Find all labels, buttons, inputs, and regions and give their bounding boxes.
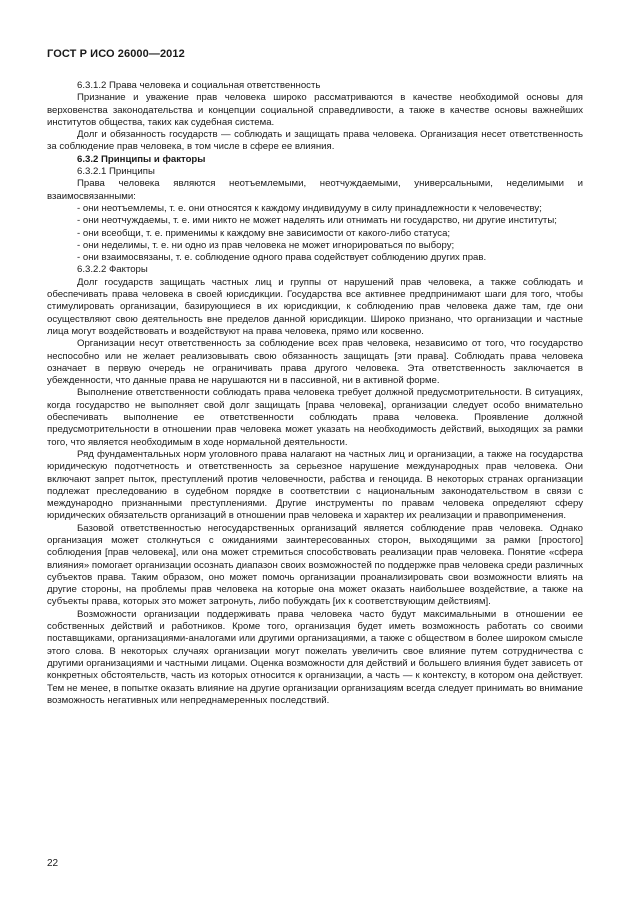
section-heading-6-3-1-2: 6.3.1.2 Права человека и социальная ответственность (77, 80, 321, 91)
paragraph: Права человека являются неотъемлемыми, неотчуждаемыми, универсальными, неделимыми и взаимосвязанными: (47, 178, 583, 202)
paragraph: Возможности организации поддерживать права человека часто будут максимальными в отношении ее собственных действий и работников. Кроме того, организация будет иметь возможность работать со своими поставщиками, организациями-аналогами или другими организациями, а также с обществом в более широком смысле этого слова. В некоторых случаях организации могут пожелать увеличить свое влияние путем сотрудничества с другими организациями и частными лицами. Оценка возможности для действий и большего влияния будет зависеть от конкретных обстоятельств, часть из которых относится к организации, а часть — к контексту, в котором она действует. Тем не менее, в попытке оказать влияние на другие организации организациям всегда следует принимать во внимание возможность негативных или непреднамеренных последствий. (47, 608, 583, 706)
page-number: 22 (47, 858, 59, 869)
paragraph: Долг государств защищать частных лиц и группы от нарушений прав человека, а также соблюдать и обеспечивать права человека в своей юрисдикции. Государства все активнее предпринимают шаги для того, чтобы стимулировать организации, базирующиеся в их юрисдикции, к соблюдению прав человека даже там, где они осуществляют свою деятельность вне пределов данной юрисдикции. Широко признано, что организации и частные лица могут воздействовать и воздействуют на права человека, прямо или косвенно. (47, 276, 583, 337)
list-item: - они неотъемлемы, т. е. они относятся к каждому индивидууму в силу принадлежности к человечеству; (77, 202, 542, 214)
section-heading-6-3-2-1: 6.3.2.1 Принципы (77, 166, 155, 178)
paragraph: Базовой ответственностью негосударственных организаций является соблюдение прав человека. Однако организация может столкнуться с ожиданиями заинтересованных сторон, выходящими за рамки [простого] соблюдения [прав человека], или она может стремиться способствовать реализации прав человека. Понятие «сфера влияния» помогает организации осознать диапазон своих возможностей по поддержке прав человека среди различных субъектов права. Таким образом, оно может помочь организации проанализировать свои возможности влиять на другие стороны, на проблемы прав человека на которые она может оказать наибольшее воздействие, а также на субъекты права, которых это может затронуть, либо побуждать [их к соответствующим действиям]. (47, 522, 583, 608)
paragraph: Признание и уважение прав человека широко рассматриваются в качестве необходимой основы для верховенства законодательства и концепции социальной справедливости, а также в качестве основы важнейших институтов общества, таких как судебная система. (47, 92, 583, 128)
document-body (47, 80, 583, 707)
list-item: - они неотчуждаемы, т. е. ими никто не может наделять или отнимать ни государство, ни другие институты; (77, 215, 557, 227)
paragraph: Выполнение ответственности соблюдать права человека требует должной предусмотрительности. В ситуациях, когда государство не выполняет свой долг защищать [права человека], организации следует особо внимательно обеспечивать выполнение ее ответственности соблюдать права человека. Проявление должной предусмотрительности в отношении прав человека может указать на необходимость действий, выходящих за рамки того, что является необходимым в ходе нормальной деятельности. (47, 387, 583, 448)
list-item: - они всеобщи, т. е. применимы к каждому вне зависимости от какого-либо статуса; (77, 227, 451, 239)
paragraph: Ряд фундаментальных норм уголовного права налагают на частных лиц и организации, а также на государства юридическую подотчетность и ответственность за серьезное нарушение международных прав человека. Они включают запрет пыток, преступлений против человечности, рабства и геноцида. В некоторых странах организации подлежат преследованию в судебном порядке в соответствии с национальным законодательством в связи с международно признанными преступлениями. Другие инструменты по правам человека определяют сферу юридических обязательств организаций в отношении прав человека и характер их реализации и правоприменения. (47, 448, 583, 522)
section-heading-6-3-2: 6.3.2 Принципы и факторы (77, 153, 206, 165)
section-heading-6-3-2-2: 6.3.2.2 Факторы (77, 264, 148, 276)
paragraph: Долг и обязанность государств — соблюдать и защищать права человека. Организация несет ответственность за соблюдение прав человека, в том числе в сфере ее влияния. (47, 129, 583, 153)
list-item: - они взаимосвязаны, т. е. соблюдение одного права содействует соблюдению других прав. (77, 252, 487, 264)
paragraph: Организации несут ответственность за соблюдение всех прав человека, независимо от того, что государство неспособно или не желает реализовывать свою обязанность защищать [эти права]. Соблюдать права человека означает в первую очередь не ограничивать права другого человека. Эта ответственность заключается в убежденности, что данные права не нарушаются ни в пассивной, ни в активной форме. (47, 338, 583, 387)
list-item: - они неделимы, т. е. ни одно из прав человека не может игнорироваться по выбору; (77, 239, 455, 251)
standard-header: ГОСТ Р ИСО 26000—2012 (47, 48, 185, 60)
